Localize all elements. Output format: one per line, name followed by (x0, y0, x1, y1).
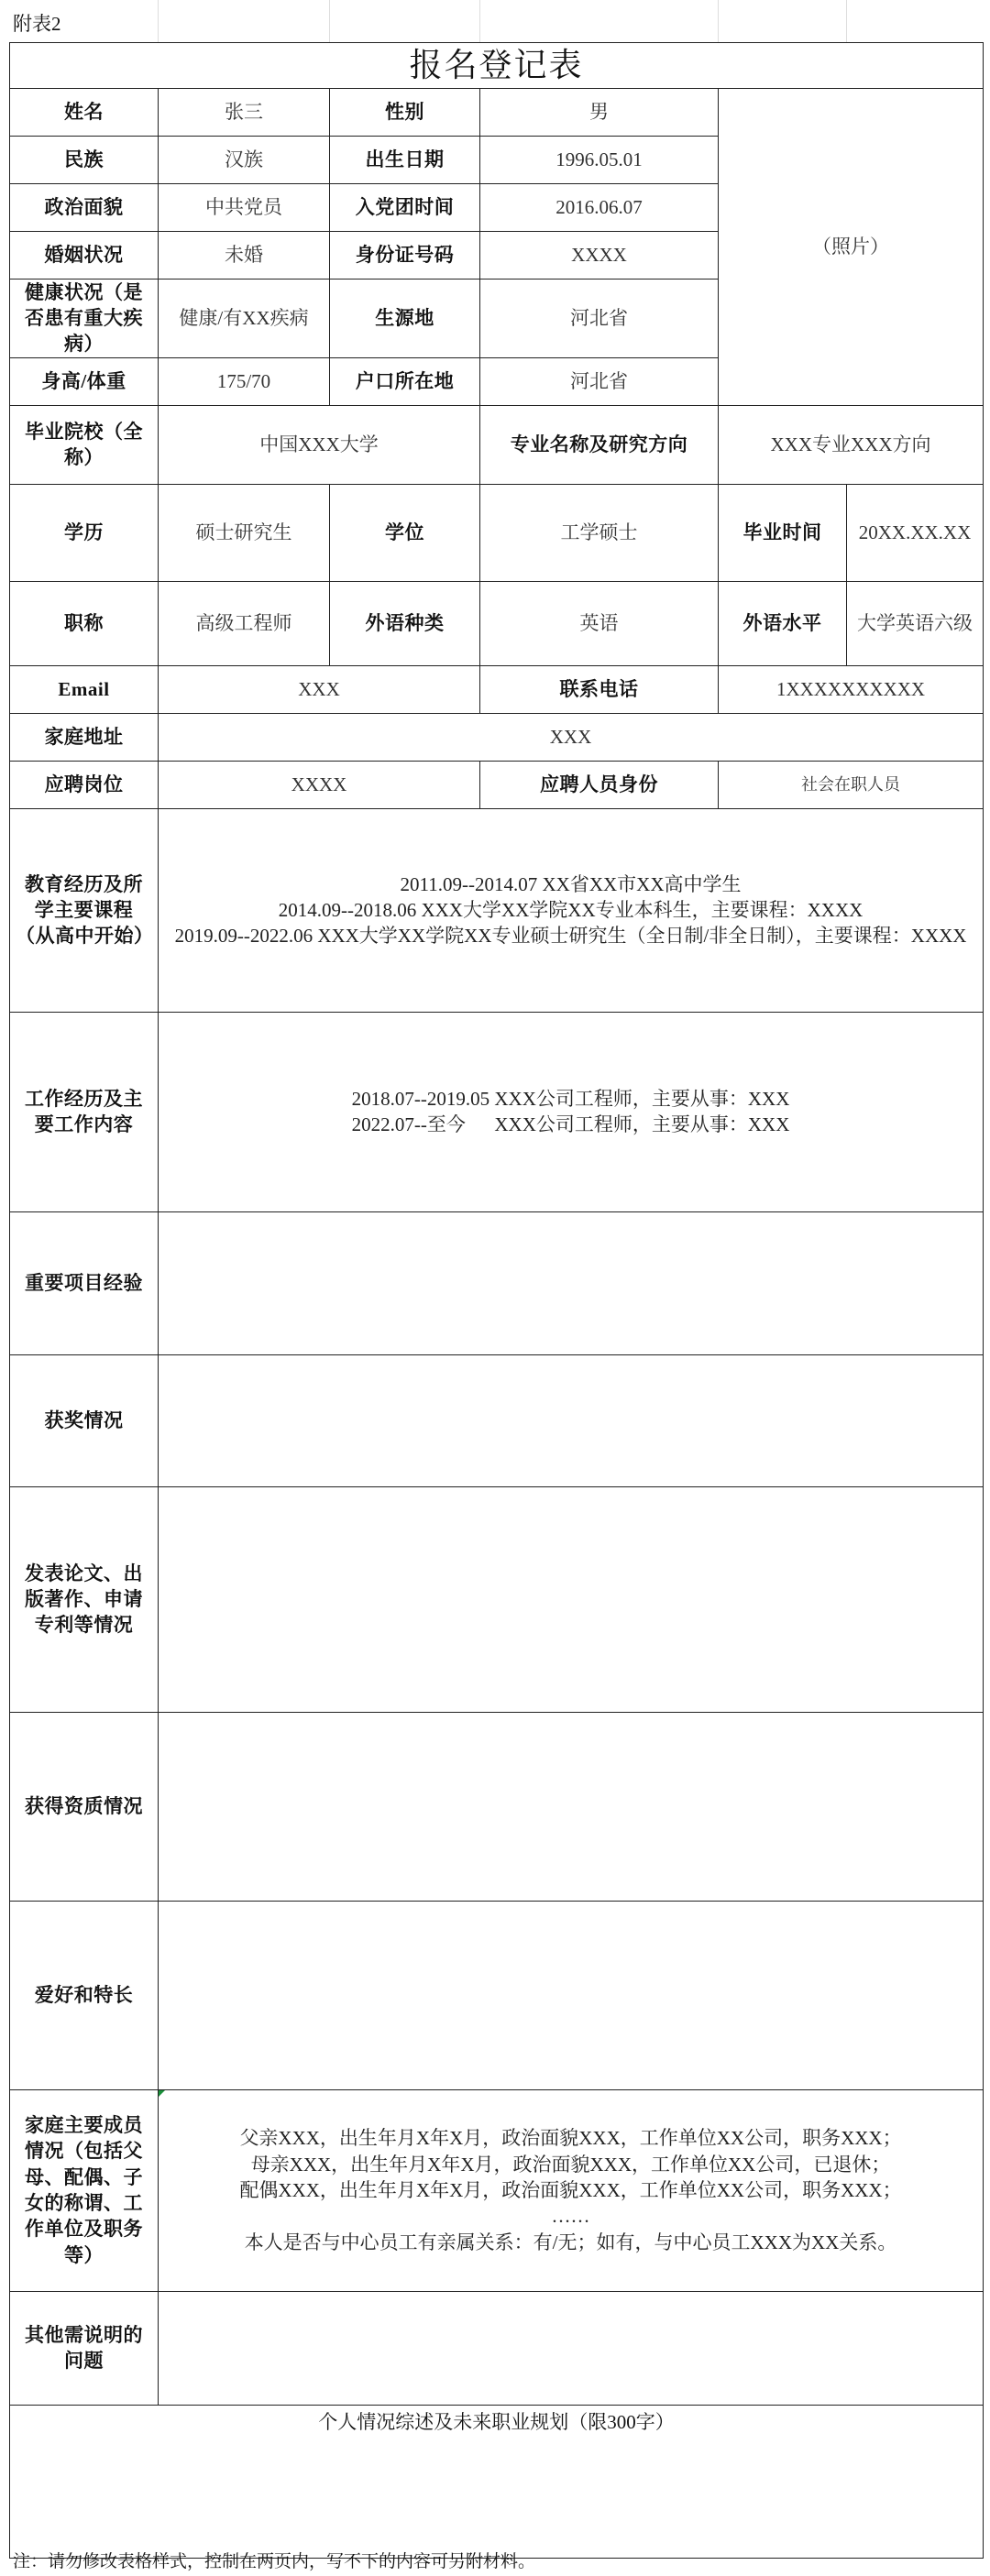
label-summary: 个人情况综述及未来职业规划（限300字） (318, 2410, 675, 2433)
value-birth[interactable]: 1996.05.01 (480, 136, 719, 183)
value-lang-type[interactable]: 英语 (480, 581, 719, 665)
value-title-rank[interactable]: 高级工程师 (159, 581, 330, 665)
edu-history-line: 2011.09--2014.07 XX省XX市XX高中学生 (400, 872, 742, 895)
label-degree: 学位 (330, 484, 480, 581)
summary-block[interactable] (10, 2405, 984, 2558)
label-family: 家庭主要成员情况（包括父母、配偶、子女的称谓、工作单位及职务等） (10, 2089, 159, 2291)
family-line: 父亲XXX，出生年月X年X月，政治面貌XXX，工作单位XX公司，职务XXX； (239, 2127, 902, 2150)
value-health[interactable]: 健康/有XX疾病 (159, 279, 330, 357)
value-hukou[interactable]: 河北省 (480, 357, 719, 405)
value-grad-time[interactable]: 20XX.XX.XX (847, 484, 984, 581)
value-name[interactable]: 张三 (159, 88, 330, 136)
label-address: 家庭地址 (10, 713, 159, 761)
other-block[interactable] (159, 2291, 984, 2405)
value-email[interactable]: XXX (159, 665, 480, 713)
registration-table (9, 42, 984, 2559)
family-block[interactable] (159, 2089, 984, 2291)
label-hukou: 户口所在地 (330, 357, 480, 405)
family-line: 配偶XXX，出生年月X年X月，政治面貌XXX，工作单位XX公司，职务XXX； (239, 2178, 902, 2201)
value-gender[interactable]: 男 (480, 88, 719, 136)
value-education[interactable]: 硕士研究生 (159, 484, 330, 581)
photo-box[interactable]: （照片） (719, 88, 984, 405)
value-marital[interactable]: 未婚 (159, 231, 330, 279)
label-lang-level: 外语水平 (719, 581, 847, 665)
work-history-block[interactable] (159, 1012, 984, 1211)
value-join-date[interactable]: 2016.06.07 (480, 183, 719, 231)
work-history-line: 2018.07--2019.05 XXX公司工程师，主要从事：XXX (351, 1087, 790, 1110)
value-position[interactable]: XXXX (159, 761, 480, 808)
label-papers: 发表论文、出版著作、申请专利等情况 (10, 1486, 159, 1712)
family-line: 本人是否与中心员工有亲属关系：有/无；如有，与中心员工XXX为XX关系。 (244, 2231, 897, 2253)
label-politics: 政治面貌 (10, 183, 159, 231)
value-politics[interactable]: 中共党员 (159, 183, 330, 231)
value-ethnicity[interactable]: 汉族 (159, 136, 330, 183)
value-phone[interactable]: 1XXXXXXXXXX (719, 665, 984, 713)
label-applicant-identity: 应聘人员身份 (480, 761, 719, 808)
label-awards: 获奖情况 (10, 1354, 159, 1486)
label-edu-history: 教育经历及所学主要课程（从高中开始） (10, 808, 159, 1012)
label-phone: 联系电话 (480, 665, 719, 713)
label-name: 姓名 (10, 88, 159, 136)
value-major[interactable]: XXX专业XXX方向 (719, 405, 984, 484)
label-join-date: 入党团时间 (330, 183, 480, 231)
work-history-line: 2022.07--至今 XXX公司工程师，主要从事：XXX (351, 1113, 790, 1136)
spreadsheet-header-row (9, 0, 983, 42)
label-grad-time: 毕业时间 (719, 484, 847, 581)
projects-block[interactable] (159, 1211, 984, 1354)
value-school[interactable]: 中国XXX大学 (159, 405, 480, 484)
comment-marker (159, 2090, 165, 2097)
label-health: 健康状况（是否患有重大疾病） (10, 279, 159, 357)
appendix-label: 附表2 (13, 13, 61, 35)
label-birth: 出生日期 (330, 136, 480, 183)
value-degree[interactable]: 工学硕士 (480, 484, 719, 581)
label-email: Email (10, 665, 159, 713)
label-major: 专业名称及研究方向 (480, 405, 719, 484)
value-applicant-identity[interactable]: 社会在职人员 (719, 761, 984, 808)
edu-history-line: 2014.09--2018.06 XXX大学XX学院XX专业本科生，主要课程：XXXX (278, 898, 864, 921)
label-qualifications: 获得资质情况 (10, 1712, 159, 1901)
hobbies-block[interactable] (159, 1901, 984, 2089)
papers-block[interactable] (159, 1486, 984, 1712)
value-address[interactable]: XXX (159, 713, 984, 761)
value-lang-level[interactable]: 大学英语六级 (847, 581, 984, 665)
label-height-weight: 身高/体重 (10, 357, 159, 405)
label-other: 其他需说明的问题 (10, 2291, 159, 2405)
qualifications-block[interactable] (159, 1712, 984, 1901)
label-projects: 重要项目经验 (10, 1211, 159, 1354)
label-ethnicity: 民族 (10, 136, 159, 183)
label-education: 学历 (10, 484, 159, 581)
value-height-weight[interactable]: 175/70 (159, 357, 330, 405)
label-lang-type: 外语种类 (330, 581, 480, 665)
value-origin[interactable]: 河北省 (480, 279, 719, 357)
edu-history-line: 2019.09--2022.06 XXX大学XX学院XX专业硕士研究生（全日制/非全日制），主要课程：XXXX (174, 925, 967, 948)
label-marital: 婚姻状况 (10, 231, 159, 279)
footer-note: 注：请勿修改表格样式，控制在两页内，写不下的内容可另附材料。 (13, 2552, 536, 2571)
label-work-history: 工作经历及主要工作内容 (10, 1012, 159, 1211)
form-title: 报名登记表 (10, 43, 984, 89)
family-line: 母亲XXX，出生年月X年X月，政治面貌XXX，工作单位XX公司，已退休； (250, 2153, 891, 2176)
label-origin: 生源地 (330, 279, 480, 357)
value-id-number[interactable]: XXXX (480, 231, 719, 279)
label-position: 应聘岗位 (10, 761, 159, 808)
edu-history-block[interactable] (159, 808, 984, 1012)
label-gender: 性别 (330, 88, 480, 136)
label-school: 毕业院校（全称） (10, 405, 159, 484)
label-id-number: 身份证号码 (330, 231, 480, 279)
label-hobbies: 爱好和特长 (10, 1901, 159, 2089)
awards-block[interactable] (159, 1354, 984, 1486)
label-title-rank: 职称 (10, 581, 159, 665)
family-line: …… (551, 2205, 590, 2228)
